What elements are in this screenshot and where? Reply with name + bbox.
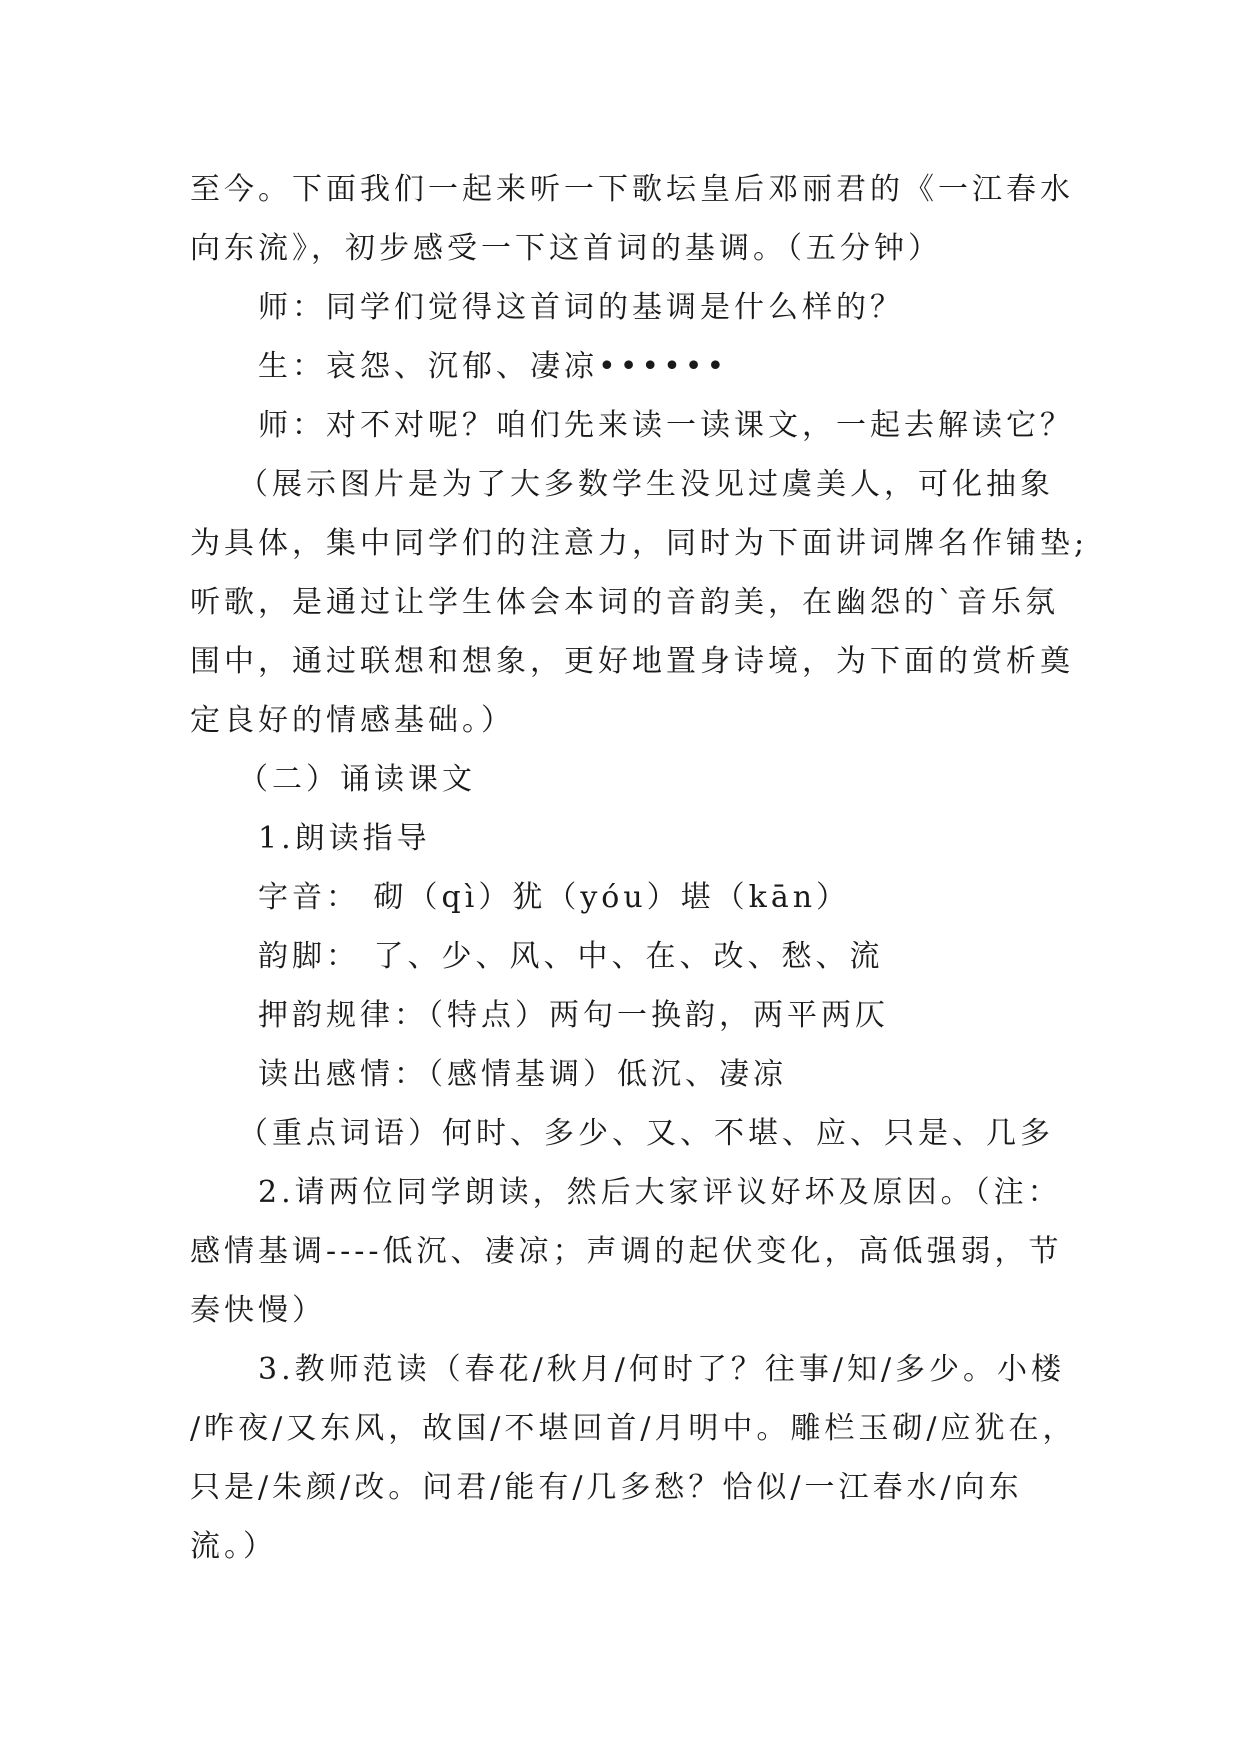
key-words-line: （重点词语）何时、多少、又、不堪、应、只是、几多 — [238, 1116, 1054, 1151]
paragraph-line: 2.请两位同学朗读，然后大家评议好坏及原因。（注： — [258, 1175, 1062, 1210]
paragraph-line: （展示图片是为了大多数学生没见过虞美人，可化抽象 — [238, 467, 1054, 502]
paragraph-line: 围中，通过联想和想象，更好地置身诗境，为下面的赏析奠 — [190, 644, 1074, 679]
paragraph-line: 奏快慢） — [190, 1293, 326, 1328]
paragraph-line: 定良好的情感基础。） — [190, 703, 515, 738]
subsection-heading: 1.朗读指导 — [258, 821, 431, 856]
rhyme-line: 韵脚： 了、少、风、中、在、改、愁、流 — [258, 939, 884, 974]
teacher-question-line: 师：同学们觉得这首词的基调是什么样的？ — [258, 290, 904, 325]
teacher-question-line: 师：对不对呢？咱们先来读一读课文，一起去解读它？ — [258, 408, 1074, 443]
paragraph-line: 至今。下面我们一起来听一下歌坛皇后邓丽君的《一江春水 — [190, 172, 1074, 207]
paragraph-line: 为具体，集中同学们的注意力，同时为下面讲词牌名作铺垫; — [190, 526, 1089, 561]
section-heading: （二）诵读课文 — [238, 762, 476, 797]
student-answer-line: 生：哀怨、沉郁、凄凉•••••• — [258, 349, 729, 384]
paragraph-line: /昨夜/又东风，故国/不堪回首/月明中。雕栏玉砌/应犹在， — [190, 1411, 1077, 1446]
paragraph-line: 流。） — [190, 1529, 277, 1564]
paragraph-line: 感情基调----低沉、凄凉；声调的起伏变化，高低强弱，节 — [190, 1234, 1063, 1269]
pronunciation-line: 字音： 砌（qì）犹（yóu）堪（kān） — [258, 880, 851, 915]
document-body — [190, 160, 1089, 1576]
emotion-line: 读出感情：（感情基调）低沉、凄凉 — [258, 1057, 787, 1092]
paragraph-line: 3.教师范读（春花/秋月/何时了？往事/知/多少。小楼 — [258, 1352, 1066, 1387]
paragraph-line: 向东流》，初步感受一下这首词的基调。（五分钟） — [190, 231, 942, 266]
paragraph-line: 只是/朱颜/改。问君/能有/几多愁？恰似/一江春水/向东 — [190, 1470, 1023, 1505]
paragraph-line: 听歌，是通过让学生体会本词的音韵美，在幽怨的`音乐氛 — [190, 585, 1059, 620]
rhyme-rule-line: 押韵规律：（特点）两句一换韵，两平两仄 — [258, 998, 889, 1033]
